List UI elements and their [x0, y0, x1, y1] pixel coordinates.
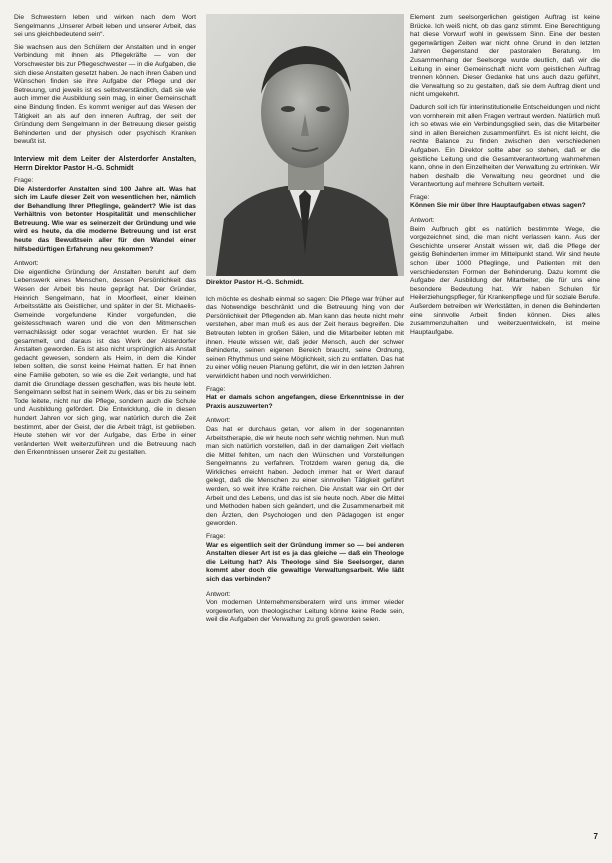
column-middle — [206, 14, 404, 629]
photo-caption: Direktor Pastor H.-G. Schmidt. — [206, 279, 304, 286]
question-label: Frage: — [206, 533, 226, 541]
answer-text: Von modernen Unternehmensberatern wird uns immer wieder vorgeworfen, von theologischer Leitung könne keine Rede sein, weil die Aufgaben der Verwaltung zu groß geworden seien. — [206, 599, 404, 624]
column-left — [14, 14, 196, 462]
question-text: Die Alsterdorfer Anstalten sind 100 Jahre alt. Was hat sich im Laufe dieser Zeit von wesentlichen her, nämlich der Behandlung Ihrer Pfleglinge, geändert? Wie ist das Verhältnis von betonter Hospitalität und menschlicher Betreuung. Wie war es seinerzeit der Gründung und wie wird es heute, da die moderne Betreuung und ist erst heute das Bewußtsein aller für den Wandel einer hilfsbedürftigen Erfahrung neu gekommen? — [14, 185, 196, 253]
answer-continued: Ich möchte es deshalb einmal so sagen: Die Pflege war früher auf das Notwendige beschränkt und die Betreuung hing von der Persönlichkeit der Pflegenden ab. Man kann das heute nicht mehr verstehen, aber man muß es aus der Zeit heraus begreifen. Die Betreuten lebten in großen Sälen, und die Mitarbeiter lebten mit ihnen. Heute wissen wir, daß jeder Mensch, auch der schwer Behinderte, seinen eigenen Bereich braucht, seine Ordnung, seinen Rhythmus und seine Möglichkeit, sich zu entfalten. Das hat zu einer völlig neuen Planung geführt, die wir in den letzten Jahren verwirklicht haben und noch verwirklichen. — [206, 295, 404, 380]
answer-label: Antwort: — [410, 217, 435, 225]
answer-text: Das hat er durchaus getan, vor allem in der sogenannten Arbeitstherapie, die wir heute noch sehr wichtig nehmen. Nun muß man sich natürlich vorstellen, daß in der damaligen Zeit vielfach die Mittel fehlten, um nach den Wünschen und Vorstellungen Sengelmanns zu verfahren. Trotzdem waren genug da, die Wirkliches erreicht haben. Jedoch immer hat er Wert darauf gelegt, daß die Menschen zu einer sinnvollen Tätigkeit geführt werden, so weit ihre Kräfte reichen. Die Anstalt war ein Ort der Arbeit und des Lebens, und das ist sie heute noch. Aber die Mittel und Methoden haben sich geändert, und die Zusammenarbeit mit den Ärzten, den Psychologen und den Pädagogen ist enger geworden. — [206, 425, 404, 528]
answer-text: Beim Aufbruch gibt es natürlich bestimmte Wege, die vorgezeichnet sind, die man nicht verlassen kann. Aus der Geschichte unserer Anstalt wissen wir, daß die Pflege der geistig Behinderten immer im Mittelpunkt stand. Wir sind heute schon über 1000 Pfleglinge, und Patienten mit den verschiedensten Formen der Behinderung. Dazu kommt die Aufgabe der Ausbildung der Mitarbeiter, die für uns eine besondere Bedeutung hat. Wir haben Schulen für Heilerziehungspfleger, für Krankenpflege und für soziale Berufe. Außerdem betreiben wir Werkstätten, in denen die Behinderten eine sinnvolle Arbeit finden können. Dies alles zusammenzuhalten und weiterzuentwickeln, ist meine Hauptaufgabe. — [410, 225, 600, 336]
answer-label: Antwort: — [14, 260, 39, 268]
question-label: Frage: — [410, 193, 430, 201]
answer-label: Antwort: — [206, 590, 231, 598]
interview-heading: Interview mit dem Leiter der Alsterdorfer Anstalten, Herrn Direktor Pastor H.-G. Schmidt — [14, 155, 196, 172]
question-label: Frage: — [206, 385, 226, 393]
question-label: Frage: — [14, 176, 34, 184]
answer-text: Die eigentliche Gründung der Anstalten beruht auf dem Lebenswerk eines Menschen, dessen Persönlichkeit das Wesen der Arbeit bis heute geprägt hat. Der Gründer, Heinrich Sengelmann, hat in Moorfleet, einer kleinen Arbeitsstätte als Geistlicher, und später in der St. Michaelis-Gemeinde vorgefundene Kinder vorgefunden, die geistesschwach waren und die von den Mitmenschen vernachlässigt oder sogar verachtet wurden. Er hat sie gesammelt, und daraus ist das Werk der Alsterdorfer Anstalten geworden. Es ist also nicht ursprünglich als Anstalt gedacht gewesen, sondern als Heim, in dem die Kinder leben sollten, die sonst keine Heimat hatten. Er hat ihnen eine Familie geboten, so wie es die Zeit verlangte, und hat damit die Grundlage dessen geschaffen, was bis heute lebt. Sengelmann selbst hat in seinem Werk, das er bis zu seinem Tode leitete, nicht nur die Pflege, sondern auch die Schule und Ausbildung gefördert. Die Entwicklung, die in diesen hundert Jahren vor sich ging, war natürlich durch die Zeit bestimmt, aber der Geist, der die Arbeit trägt, ist geblieben. Heute stehen wir vor der Aufgabe, das Erbe in einer veränderten Welt weiterzuführen und die Betreuung nach den Erkenntnissen unserer Zeit zu gestalten. — [14, 268, 196, 457]
page-number: 7 — [593, 832, 598, 841]
intro-paragraph-1: Die Schwestern leben und wirken nach dem Wort Sengelmanns „Unserer Arbeit leben und unserer Arbeit, das sei uns gleichbedeutend sein“. — [14, 14, 196, 39]
portrait-photo — [206, 14, 404, 276]
question-text: Können Sie mir über Ihre Hauptaufgaben etwas sagen? — [410, 202, 586, 210]
question-text: War es eigentlich seit der Gründung immer so — bei anderen Anstalten dieser Art ist es ja das gleiche — daß ein Theologe die Leitung hat? Als Theologe sind Sie Seelsorger, dann kommt aber doch die gewaltige Verwaltungsarbeit. Wie läßt sich das verbinden? — [206, 541, 404, 583]
intro-paragraph-2: Sie wachsen aus den Schülern der Anstalten und in enger Verbindung mit ihnen als Pflegekräfte — von der Vorschwester bis zur Pflegeschwester — in die Aufgaben, die sich diese Anstalten gesetzt haben. Je nach ihren Gaben und Wünschen finden sie ihre Aufgabe der Pflege und der Betreuung, und jeweils ist es selbstverständlich, daß sie wie auch immer die Ausbildung sein mag, in einer Gemeinschaft eine Bindung finden. Es kommt weniger auf das Wesen der Tätigkeit an als auf den inneren Auftrag, der seit der Gründung dem Sengelmann in der Betreuung dieser geistig Behinderten und der physisch oder psychisch Kranken bewußt ist. — [14, 43, 196, 146]
answer-continued: Element zum seelsorgerlichen geistigen Auftrag ist keine Brücke. Ich weiß nicht, ob das ganz stimmt. Eine Berechtigung hat diese Vorwurf wohl in gewissem Sinn. Eine der besten gegenwärtigen Zeiten war nicht ohne Grund in den letzten Jahren Gegenstand der pastoralen Beratung. Im Zusammenhang der Seelsorge wurde deutlich, daß wir die Leitung in einer Gemeinschaft nicht vom geistlichen Auftrag trennen können. Dieser Gedanke hat uns auch dazu geführt, die Verwaltung so zu gestalten, daß sie dem Auftrag dient und nicht umgekehrt. — [410, 14, 600, 99]
question-text: Hat er damals schon angefangen, diese Erkenntnisse in der Praxis auszuwerten? — [206, 394, 404, 410]
portrait-image — [206, 14, 404, 276]
answer-label: Antwort: — [206, 417, 231, 425]
answer-paragraph: Dadurch soll ich für interinstitutionelle Entscheidungen und nicht von vornherein mit allen Fragen vertraut werden. Natürlich muß ich so etwas wie ein Verbindungsglied sein, das die Mitarbeiter sind in allen Bereichen zusammenführt. Es ist nicht leicht, die rechte Balance zu finden zwischen den verschiedenen Aufgaben. Ein Direktor sollte aber so stehen, daß er die geistliche Leitung und die Gesamtverantwortung wahrnehmen kann, ohne in den Einzelheiten der Verwaltung zu ertrinken. Wir haben deshalb die Verwaltung neu geordnet und die Verantwortung auf mehrere Schultern verteilt. — [410, 103, 600, 189]
column-right — [410, 14, 600, 341]
